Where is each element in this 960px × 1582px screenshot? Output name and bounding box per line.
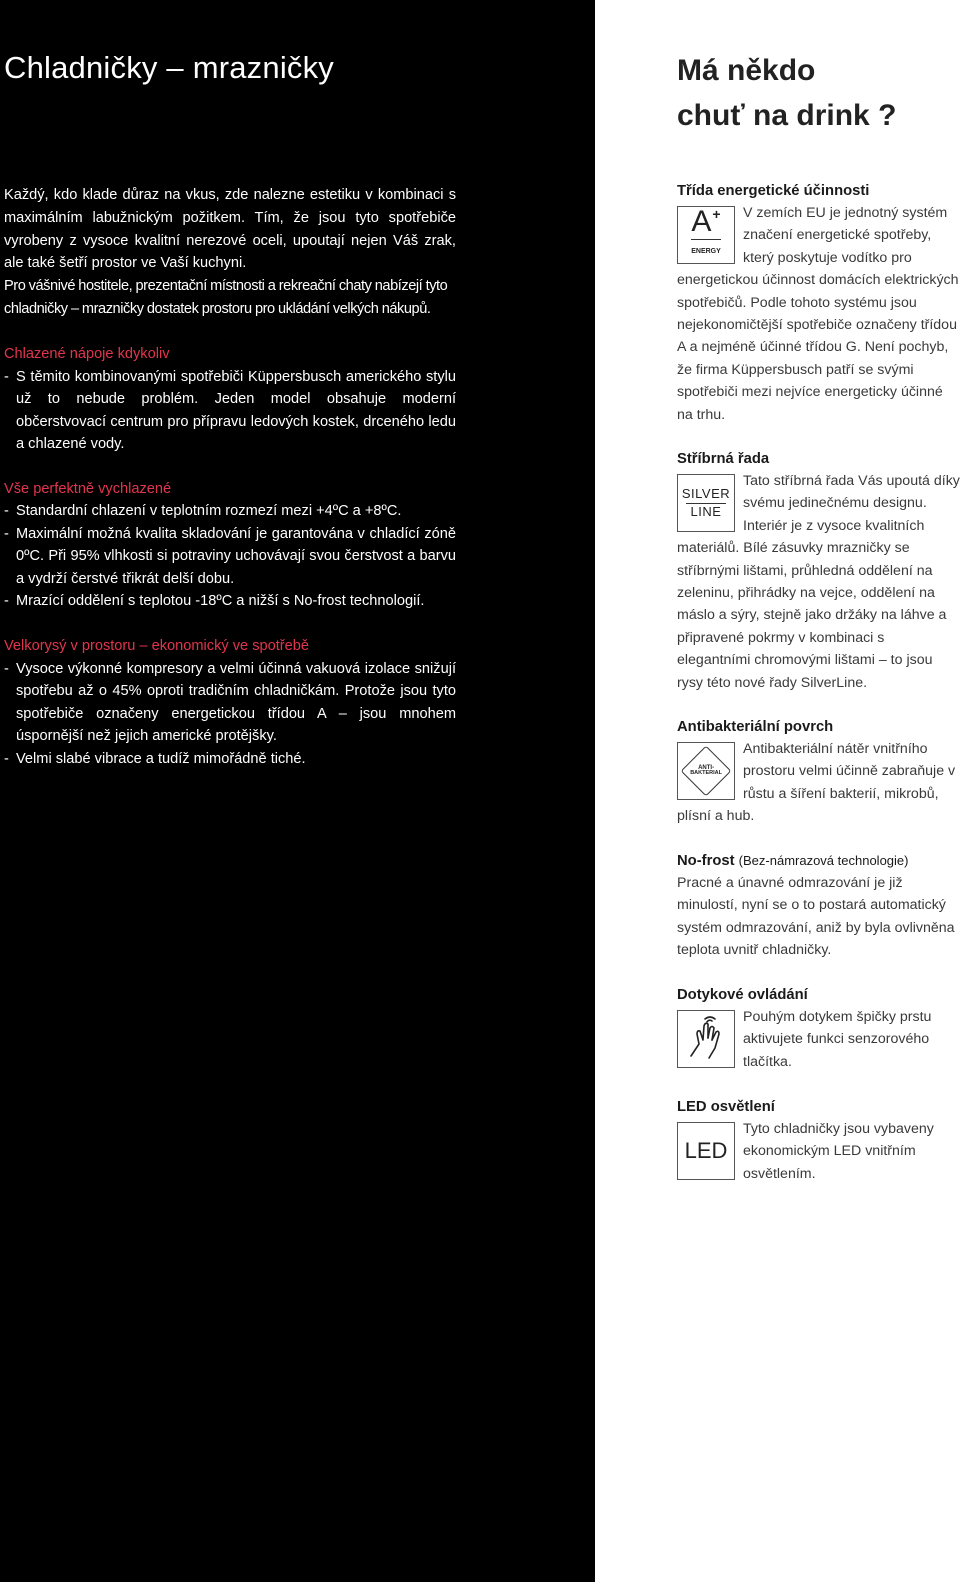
page-title: Chladničky – mrazničky <box>4 50 335 85</box>
section-heading: Chlazené nápoje kdykoliv <box>4 345 170 362</box>
feature-body: Tyto chladničky jsou vybaveny ekonomickým LED vnitřním osvětlením. <box>743 1121 934 1182</box>
section-economy <box>4 635 456 770</box>
feature-body: Pouhým dotykem špičky prstu aktivujete funkci senzorového tlačítka. <box>743 1009 932 1070</box>
feature-touch-control <box>677 984 960 1073</box>
led-icon: LED <box>677 1122 735 1180</box>
silver-line-icon: SILVER LINE <box>677 474 735 532</box>
feature-body: Antibakteriální nátěr vnitřního prostoru velmi účinně zabraňuje v růstu a šíření bakterií, mikrobů, plísní a hub. <box>677 741 956 825</box>
section-heading: Velkorysý v prostoru – ekonomický ve spotřebě <box>4 637 309 654</box>
feature-heading: No-frost (Bez-námrazová technologie) <box>677 853 909 869</box>
feature-body: Tato stříbrná řada Vás upoutá díky svému jedinečnému designu. Interiér je z vysoce kvalitních materiálů. Bílé zásuvky mrazničky se stříbrnými lištami, průhledná oddělení na zeleninu, přihrádky na vejce, oddělení na máslo a sýry, stejně jako držáky na láhve a připravené pokrmy v kombinaci s elegantními chromovými lištami – to jsou rysy této nové řady SilverLine. <box>677 473 960 691</box>
touch-control-icon <box>677 1010 735 1068</box>
list-item: - Velmi slabé vibrace a tudíž mimořádně tiché. <box>4 750 306 767</box>
right-title: Má někdo chuť na drink ? <box>677 54 897 132</box>
feature-list <box>4 500 456 613</box>
section-cooling <box>4 478 456 613</box>
feature-led-lighting <box>677 1096 960 1185</box>
section-heading: Vše perfektně vychlazené <box>4 480 172 497</box>
feature-no-frost <box>677 850 960 962</box>
antibacterial-icon: ANTI- BAKTERIAL <box>677 742 735 800</box>
list-item: - Maximální možná kvalita skladování je garantována v chladící zóně 0ºC. Při 95% vlhkosti si potraviny uchovávají svou čerstvost a barvu a vydrží čerstvé třikrát delší dobu. <box>4 525 456 587</box>
feature-body: V zemích EU je jednotný systém značení energetické spotřeby, který poskytuje vodítko pro energetickou účinnost domácích elektrických spotřebičů. Podle tohoto systému jsou nejekonomičtější spotřebiče označeny třídou A a nejméně účinné třídou G. Není pochyb, že firma Küppersbusch patří se svými spotřebiči mezi nejvíce energeticky účinné na trhu. <box>677 205 959 423</box>
list-item: - Vysoce výkonné kompresory a velmi účinná vakuová izolace snižují spotřebu až o 45% oproti tradičním chladničkám. Protože jsou tyto spotřebiče označeny energetickou třídou A – jsou mnohem úspornější než jejich americké protějšky. <box>4 660 456 745</box>
feature-list <box>4 658 456 771</box>
section-cold-drinks <box>4 343 456 456</box>
feature-body: Pracné a únavné odmrazování je již minulostí, nyní se o to postará automatický systém odmrazování, aniž by byla ovlivněna teplota uvnitř chladničky. <box>677 875 955 959</box>
feature-heading: Dotykové ovládání <box>677 987 808 1003</box>
list-item: - Standardní chlazení v teplotním rozmezí mezi +4ºC a +8ºC. <box>4 503 402 520</box>
list-item: - Mrazící oddělení s teplotou -18ºC a nižší s No-frost technologií. <box>4 593 425 610</box>
feature-antibacterial <box>677 716 960 828</box>
list-item: - S těmito kombinovanými spotřebiči Küppersbusch amerického stylu už to nebude problém. Jeden model obsahuje moderní občerstvovací centrum pro přípravu ledových kostek, drceného ledu a chlazené vody. <box>4 368 456 453</box>
left-content <box>4 184 456 770</box>
feature-energy-class <box>677 180 960 426</box>
feature-silver-line <box>677 448 960 694</box>
energy-class-icon: A + ENERGY <box>677 206 735 264</box>
feature-list <box>4 366 456 456</box>
feature-heading: Antibakteriální povrch <box>677 719 834 735</box>
feature-heading: LED osvětlení <box>677 1099 775 1115</box>
feature-heading: Třída energetické účinnosti <box>677 183 870 199</box>
intro-paragraph: Každý, kdo klade důraz na vkus, zde nalezne estetiku v kombinaci s maximálním labužnickým požitkem. Tím, že jsou tyto spotřebiče vyrobeny z vysoce kvalitní nerezové oceli, upoutají nejen Váš zrak, ale také šetří prostor ve Vaší kuchyni. <box>4 187 456 272</box>
intro-paragraph-2: Pro vášnivé hostitele, prezentační místnosti a rekreační chaty nabízejí tyto chladničky – mrazničky dostatek prostoru pro ukládání velkých nákupů. <box>4 278 448 317</box>
feature-heading: Stříbrná řada <box>677 451 770 467</box>
